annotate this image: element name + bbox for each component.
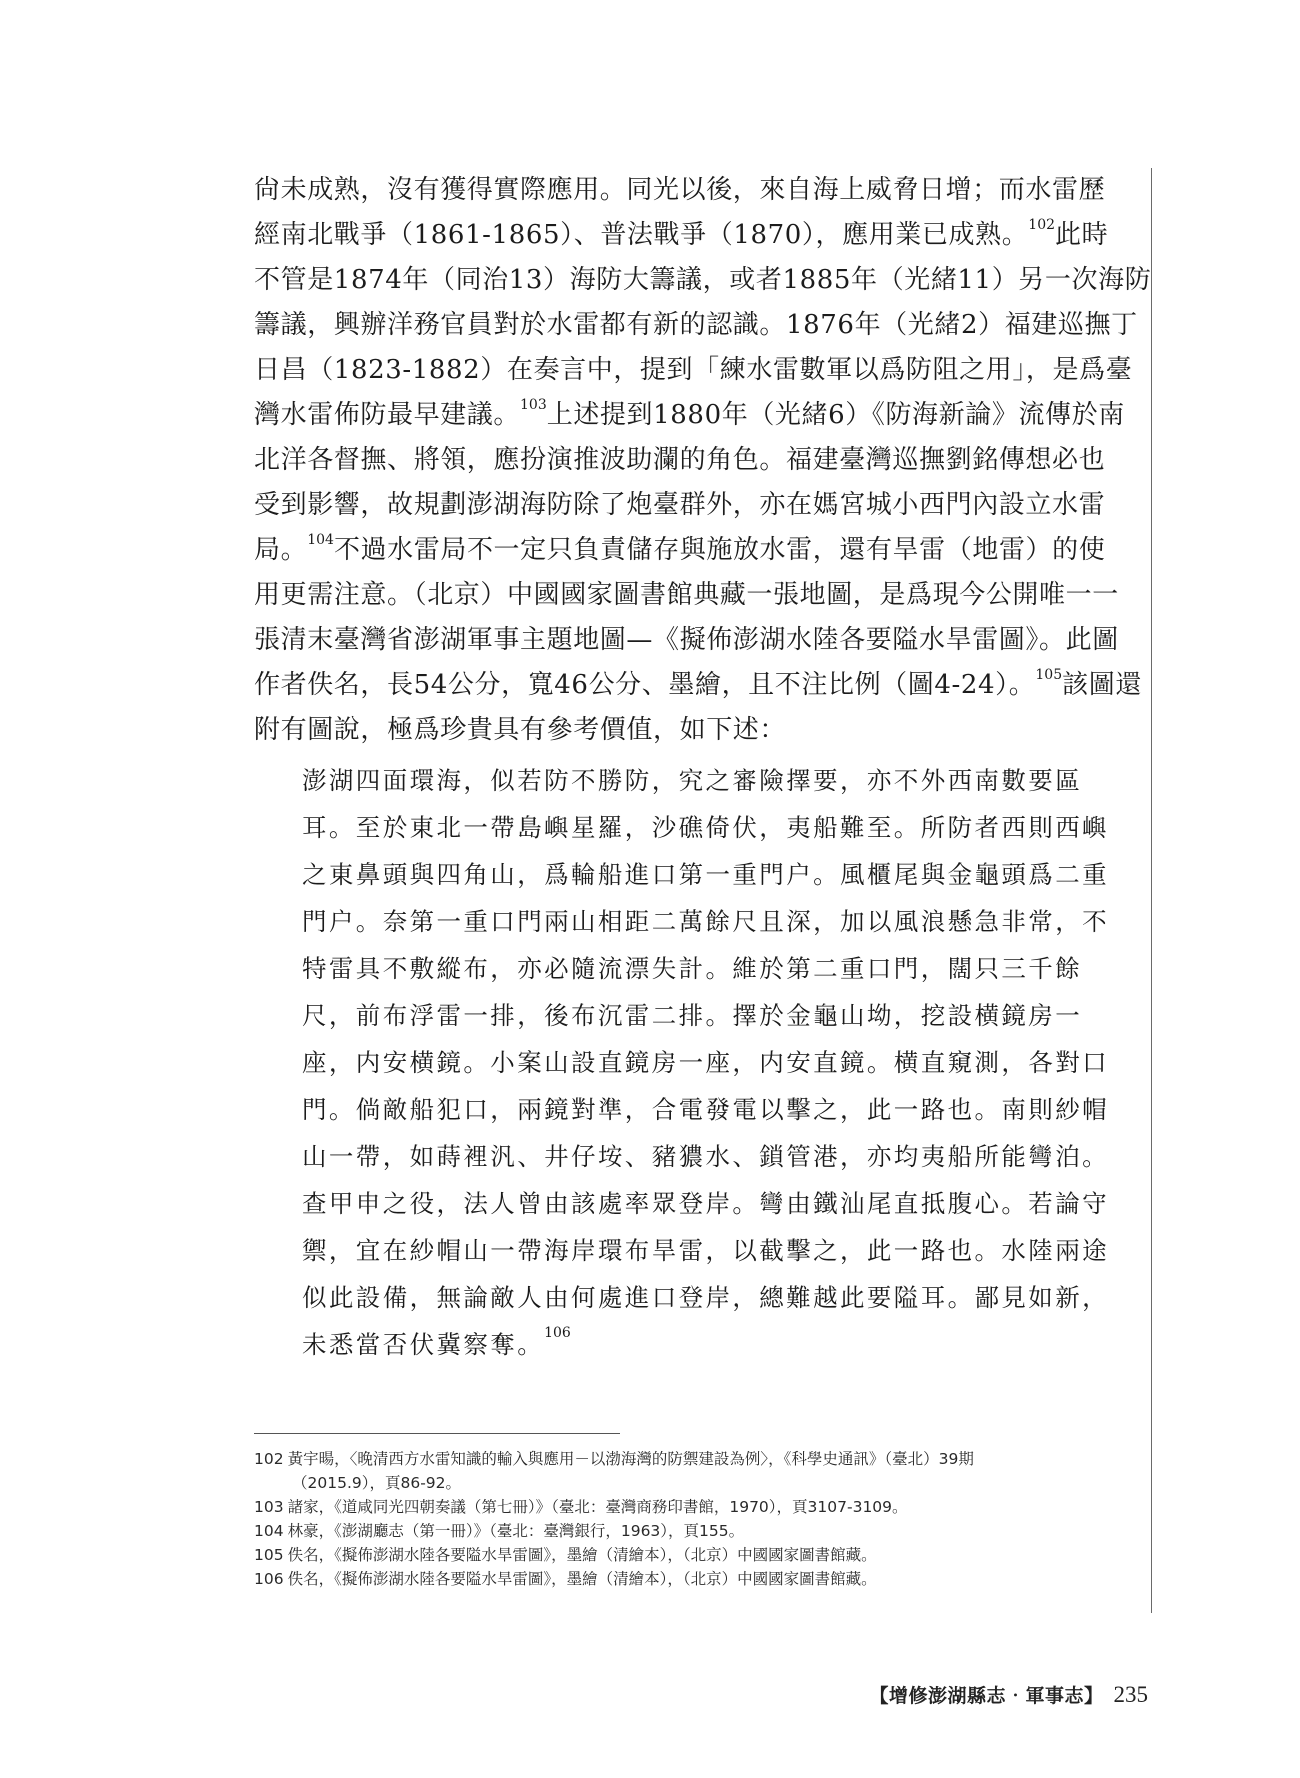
- footnote: [254, 1471, 1134, 1495]
- quote-line: 座，内安横鏡。小案山設直鏡房一座，内安直鏡。横直窺測，各對口: [302, 1048, 1109, 1077]
- footnote-ref: 102: [1028, 217, 1056, 233]
- footnote: [254, 1543, 1134, 1567]
- body-line: 張清末臺灣省澎湖軍事主題地圖—《擬佈澎湖水陸各要隘水旱雷圖》。此圖: [254, 625, 1119, 655]
- quote-line: 澎湖四面環海，似若防不勝防，究之審險擇要，亦不外西南數要區: [302, 766, 1083, 795]
- body-line: 附有圖說，極爲珍貴具有參考價值，如下述：: [254, 715, 787, 745]
- quote-line: 耳。至於東北一帶島嶼星羅，沙礁倚伏，夷船難至。所防者西則西嶼: [302, 813, 1109, 842]
- quote-line: 查甲申之役，法人曾由該處率眾登岸。彎由鐵汕尾直抵腹心。若論守: [302, 1189, 1109, 1218]
- body-line: 日昌（1823-1882）在奏言中，提到「練水雷數軍以爲防阻之用」，是爲臺: [254, 355, 1133, 385]
- page-number: 235: [1113, 1682, 1148, 1707]
- body-line: 受到影響，故規劃澎湖海防除了炮臺群外，亦在媽宮城小西門內設立水雷: [254, 490, 1106, 520]
- footnote-divider: [254, 1433, 620, 1434]
- quote-line: 尺，前布浮雷一排，後布沉雷二排。擇於金龜山坳，挖設横鏡房一: [302, 1001, 1083, 1030]
- quote-line: 門。倘敵船犯口，兩鏡對準，合電發電以擊之，此一路也。南則紗帽: [302, 1095, 1109, 1124]
- body-text: [254, 168, 1152, 753]
- quote-line: 之東鼻頭與四角山，爲輪船進口第一重門户。風櫃尾與金龜頭爲二重: [302, 860, 1109, 889]
- footnote-ref: 105: [1035, 667, 1063, 683]
- footnote-number: 106: [254, 1570, 284, 1588]
- footnote-number: 102: [254, 1450, 284, 1468]
- footnote-text: 黃宇暘，〈晚清西方水雷知識的輸入與應用－以渤海灣的防禦建設為例〉，《科學史通訊》（臺北）39期: [287, 1450, 974, 1468]
- footnote-ref: 104: [307, 532, 334, 548]
- body-line: 籌議，興辦洋務官員對於水雷都有新的認識。1876年（光緒2）福建巡撫丁: [254, 310, 1138, 340]
- quote-line: 門户。奈第一重口門兩山相距二萬餘尺且深，加以風浪懸急非常，不: [302, 907, 1109, 936]
- quote-line: 禦，宜在紗帽山一帶海岸環布旱雷，以截擊之，此一路也。水陸兩途: [302, 1236, 1109, 1265]
- page-footer: [869, 1681, 1148, 1708]
- margin-rule: [1151, 168, 1152, 1613]
- footnote-ref: 103: [520, 397, 547, 413]
- footnote-text: 佚名，《擬佈澎湖水陸各要隘水旱雷圖》，墨繪（清繪本），（北京）中國國家圖書館藏。: [287, 1570, 877, 1588]
- body-line: 北洋各督撫、將領，應扮演推波助瀾的角色。福建臺灣巡撫劉銘傳想必也: [254, 445, 1106, 475]
- body-line: 經南北戰爭（1861-1865）、普法戰爭（1870），應用業已成熟。$^{102}$此時: [254, 217, 1109, 250]
- body-line: 尙未成熟，沒有獲得實際應用。同光以後，來自海上威脅日增；而水雷歷: [254, 175, 1106, 205]
- footnote: [254, 1495, 1134, 1519]
- footnote-text: 佚名，《擬佈澎湖水陸各要隘水旱雷圖》，墨繪（清繪本），（北京）中國國家圖書館藏。: [287, 1546, 877, 1564]
- quote-line: 似此設備，無論敵人由何處進口登岸，總難越此要隘耳。鄙見如新，: [302, 1283, 1109, 1312]
- footnote-number: 105: [254, 1546, 284, 1564]
- footnote-number: 103: [254, 1498, 284, 1516]
- running-title: 【增修澎湖縣志‧軍事志】: [869, 1685, 1104, 1707]
- body-line: 用更需注意。（北京）中國國家圖書館典藏一張地圖，是爲現今公開唯一一: [254, 580, 1119, 610]
- footnote: [254, 1447, 1134, 1471]
- footnote-number: 104: [254, 1522, 284, 1540]
- footnote-text: 林豪，《澎湖廳志（第一冊）》（臺北：臺灣銀行，1963），頁155。: [287, 1522, 745, 1540]
- footnote: [254, 1567, 1134, 1591]
- footnote-text: （2015.9），頁86-92。: [292, 1474, 462, 1492]
- footnote-text: 諸家，《道咸同光四朝奏議（第七冊）》（臺北：臺灣商務印書館，1970），頁3107-3109。: [287, 1498, 908, 1516]
- block-quote: [302, 757, 1140, 1368]
- body-line: 不管是1874年（同治13）海防大籌議，或者1885年（光緒11）另一次海防: [254, 265, 1152, 295]
- footnote-ref: 106: [544, 1325, 571, 1341]
- quote-line: 未悉當否伏冀察奪。$^{106}$: [302, 1325, 571, 1359]
- footnote: [254, 1519, 1134, 1543]
- quote-line: 特雷具不敷縱布，亦必隨流漂失計。維於第二重口門，闊只三千餘: [302, 954, 1083, 983]
- quote-line: 山一帶，如蒔裡汎、井仔垵、豬㺜水、鎖管港，亦均夷船所能彎泊。: [302, 1142, 1109, 1171]
- body-line: 作者佚名，長54公分，寬46公分、墨繪，且不注比例（圖4-24）。$^{105}$該圖還: [254, 667, 1142, 700]
- body-line: 局。$^{104}$不過水雷局不一定只負責儲存與施放水雷，還有旱雷（地雷）的使: [254, 532, 1106, 565]
- footnotes: [254, 1447, 1134, 1591]
- body-line: 灣水雷佈防最早建議。$^{103}$上述提到1880年（光緒6）《防海新論》流傳於南: [254, 397, 1125, 430]
